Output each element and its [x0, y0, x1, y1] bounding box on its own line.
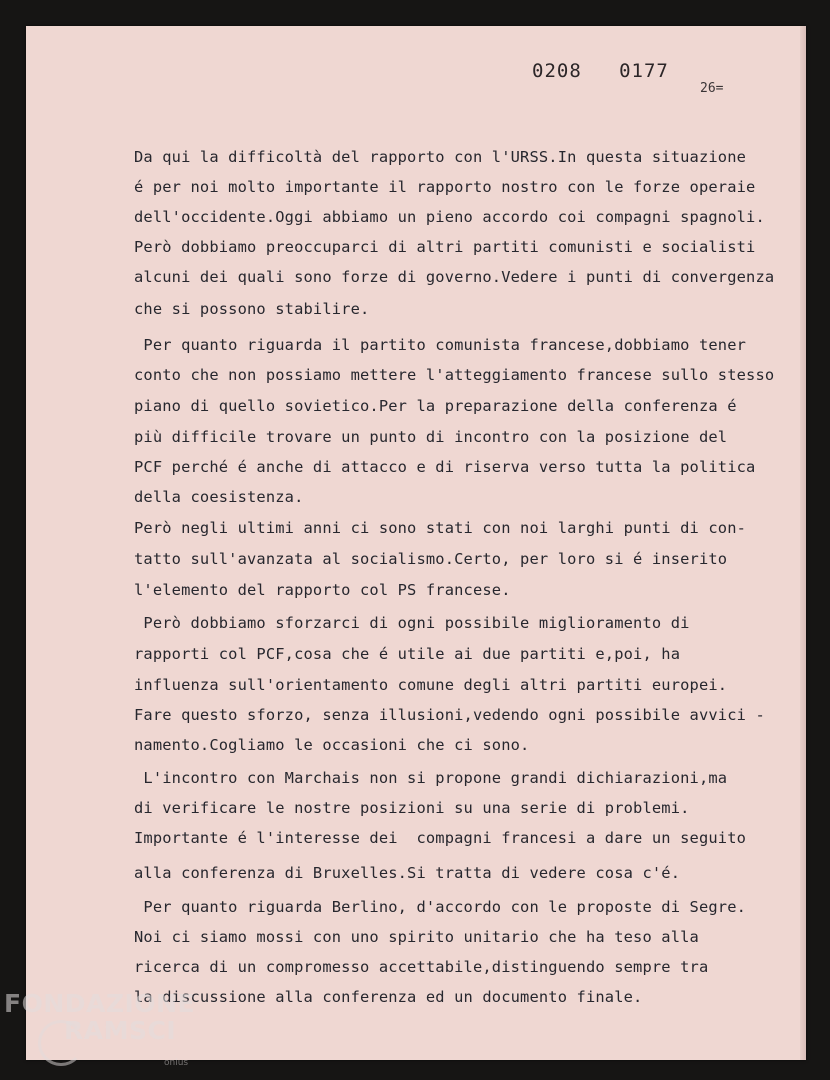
- text-line: L'incontro con Marchais non si propone grandi dichiarazioni,ma: [134, 769, 728, 787]
- text-line: PCF perché é anche di attacco e di riserva verso tutta la politica: [134, 458, 756, 476]
- text-line: dell'occidente.Oggi abbiamo un pieno accordo coi compagni spagnoli.: [134, 208, 765, 226]
- text-line: l'elemento del rapporto col PS francese.: [134, 581, 511, 599]
- text-line: conto che non possiamo mettere l'atteggiamento francese sullo stesso: [134, 366, 775, 384]
- text-line: é per noi molto importante il rapporto nostro con le forze operaie: [134, 178, 756, 196]
- watermark-line-2: RAMSCI: [64, 1016, 177, 1045]
- text-line: tatto sull'avanzata al socialismo.Certo, per loro si é inserito: [134, 550, 728, 568]
- archive-number: 0208 0177: [532, 60, 669, 82]
- text-line: namento.Cogliamo le occasioni che ci sono.: [134, 736, 530, 754]
- text-line: della coesistenza.: [134, 488, 304, 506]
- watermark-g-logo-icon: [38, 1020, 84, 1066]
- text-line: alla conferenza di Bruxelles.Si tratta di vedere cosa c'é.: [134, 864, 681, 882]
- text-line: Da qui la difficoltà del rapporto con l'URSS.In questa situazione: [134, 148, 747, 166]
- page-number: 26=: [700, 81, 724, 96]
- text-line: alcuni dei quali sono forze di governo.Vedere i punti di convergenza: [134, 268, 775, 286]
- text-line: che si possono stabilire.: [134, 300, 370, 318]
- text-line: di verificare le nostre posizioni su una serie di problemi.: [134, 799, 690, 817]
- text-line: la discussione alla conferenza ed un documento finale.: [134, 988, 643, 1006]
- page-edge: [800, 26, 806, 1060]
- text-line: Importante é l'interesse dei compagni francesi a dare un seguito: [134, 829, 747, 847]
- text-line: Però dobbiamo preoccuparci di altri partiti comunisti e socialisti: [134, 238, 756, 256]
- document-page: [26, 26, 806, 1060]
- text-line: influenza sull'orientamento comune degli altri partiti europei.: [134, 676, 728, 694]
- watermark-line-1: FONDAZIONE: [4, 989, 196, 1018]
- text-line: Noi ci siamo mossi con uno spirito unitario che ha teso alla: [134, 928, 699, 946]
- text-line: ricerca di un compromesso accettabile,distinguendo sempre tra: [134, 958, 709, 976]
- text-line: rapporti col PCF,cosa che é utile ai due partiti e,poi, ha: [134, 645, 681, 663]
- text-line: Però negli ultimi anni ci sono stati con noi larghi punti di con-: [134, 519, 747, 537]
- text-line: Però dobbiamo sforzarci di ogni possibile miglioramento di: [134, 614, 690, 632]
- text-line: Fare questo sforzo, senza illusioni,vedendo ogni possibile avvici -: [134, 706, 765, 724]
- watermark-subtitle: onlus: [164, 1058, 189, 1068]
- text-line: Per quanto riguarda Berlino, d'accordo con le proposte di Segre.: [134, 898, 747, 916]
- text-line: Per quanto riguarda il partito comunista francese,dobbiamo tener: [134, 336, 747, 354]
- fondazione-gramsci-watermark: [4, 989, 196, 1068]
- text-line: piano di quello sovietico.Per la preparazione della conferenza é: [134, 397, 737, 415]
- text-line: più difficile trovare un punto di incontro con la posizione del: [134, 428, 728, 446]
